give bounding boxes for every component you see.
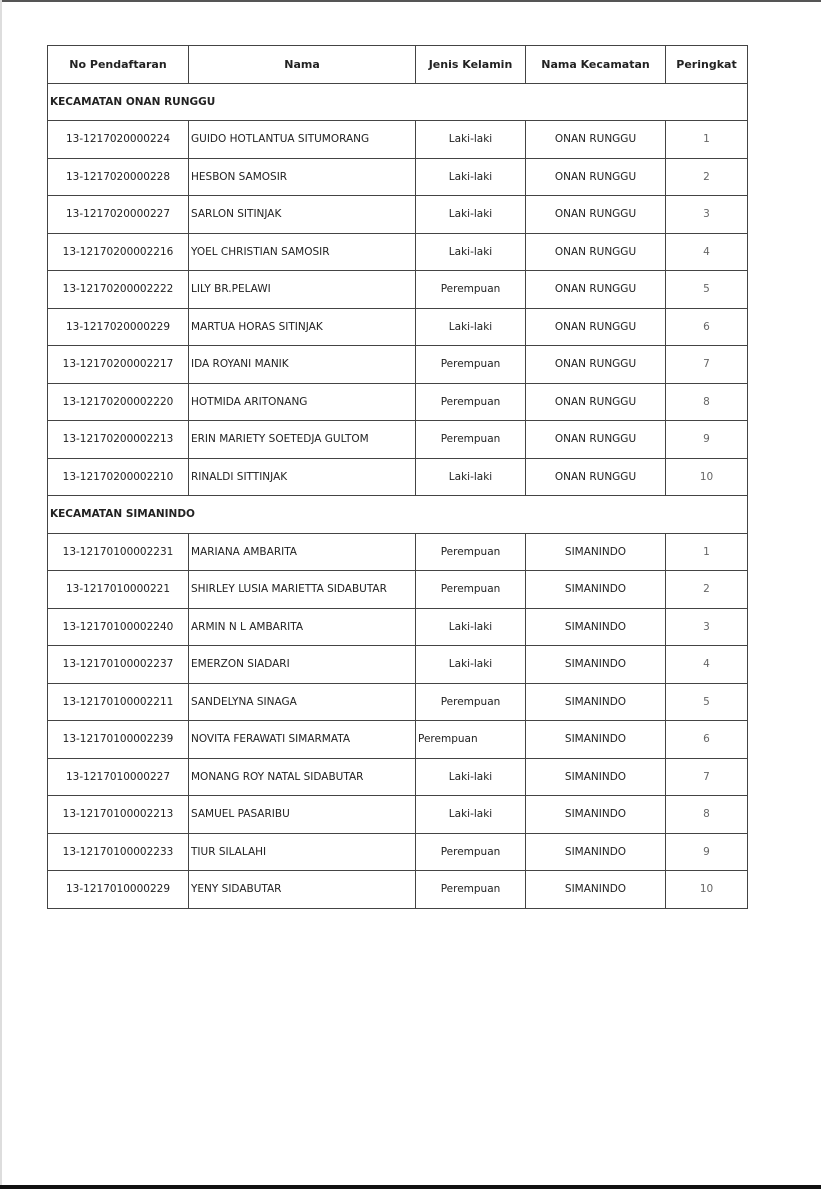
registration-table — [47, 45, 748, 909]
cell-peringkat: 7 — [666, 346, 748, 384]
cell-nama-kecamatan: ONAN RUNGGU — [526, 308, 666, 346]
cell-peringkat: 6 — [666, 308, 748, 346]
table-row — [48, 196, 748, 234]
cell-peringkat: 7 — [666, 758, 748, 796]
cell-nama-kecamatan: ONAN RUNGGU — [526, 458, 666, 496]
cell-jenis-kelamin: Perempuan — [416, 571, 526, 609]
table-row — [48, 533, 748, 571]
cell-no-pendaftaran: 13-1217020000224 — [48, 121, 189, 159]
cell-no-pendaftaran: 13-12170200002210 — [48, 458, 189, 496]
table-row — [48, 346, 748, 384]
table-row — [48, 458, 748, 496]
cell-peringkat: 2 — [666, 158, 748, 196]
cell-jenis-kelamin: Perempuan — [416, 683, 526, 721]
cell-nama: YENY SIDABUTAR — [189, 871, 416, 909]
cell-nama: ARMIN N L AMBARITA — [189, 608, 416, 646]
cell-jenis-kelamin: Laki-laki — [416, 646, 526, 684]
cell-nama: MARTUA HORAS SITINJAK — [189, 308, 416, 346]
cell-peringkat: 10 — [666, 871, 748, 909]
cell-peringkat: 10 — [666, 458, 748, 496]
cell-peringkat: 3 — [666, 196, 748, 234]
header-no-pendaftaran: No Pendaftaran — [48, 46, 189, 84]
cell-jenis-kelamin: Laki-laki — [416, 233, 526, 271]
table-row — [48, 421, 748, 459]
header-nama: Nama — [189, 46, 416, 84]
cell-peringkat: 5 — [666, 271, 748, 309]
table-row — [48, 121, 748, 159]
cell-no-pendaftaran: 13-1217010000221 — [48, 571, 189, 609]
table-row — [48, 683, 748, 721]
cell-nama: RINALDI SITTINJAK — [189, 458, 416, 496]
cell-no-pendaftaran: 13-1217020000227 — [48, 196, 189, 234]
table-row — [48, 608, 748, 646]
cell-jenis-kelamin: Laki-laki — [416, 796, 526, 834]
cell-nama-kecamatan: SIMANINDO — [526, 871, 666, 909]
cell-peringkat: 8 — [666, 796, 748, 834]
cell-no-pendaftaran: 13-12170200002213 — [48, 421, 189, 459]
cell-jenis-kelamin: Laki-laki — [416, 308, 526, 346]
cell-peringkat: 1 — [666, 533, 748, 571]
table-row — [48, 233, 748, 271]
cell-jenis-kelamin: Perempuan — [416, 833, 526, 871]
cell-nama-kecamatan: ONAN RUNGGU — [526, 158, 666, 196]
cell-nama: SHIRLEY LUSIA MARIETTA SIDABUTAR — [189, 571, 416, 609]
cell-no-pendaftaran: 13-12170200002220 — [48, 383, 189, 421]
table-row — [48, 571, 748, 609]
cell-no-pendaftaran: 13-12170100002239 — [48, 721, 189, 759]
cell-nama: SARLON SITINJAK — [189, 196, 416, 234]
cell-nama: YOEL CHRISTIAN SAMOSIR — [189, 233, 416, 271]
cell-nama-kecamatan: ONAN RUNGGU — [526, 196, 666, 234]
cell-nama-kecamatan: SIMANINDO — [526, 646, 666, 684]
cell-nama: SAMUEL PASARIBU — [189, 796, 416, 834]
cell-jenis-kelamin: Laki-laki — [416, 458, 526, 496]
cell-peringkat: 2 — [666, 571, 748, 609]
cell-nama-kecamatan: ONAN RUNGGU — [526, 271, 666, 309]
cell-jenis-kelamin: Perempuan — [416, 383, 526, 421]
cell-peringkat: 6 — [666, 721, 748, 759]
cell-no-pendaftaran: 13-12170100002237 — [48, 646, 189, 684]
cell-jenis-kelamin: Laki-laki — [416, 121, 526, 159]
table-row — [48, 271, 748, 309]
cell-nama: HESBON SAMOSIR — [189, 158, 416, 196]
cell-nama: MARIANA AMBARITA — [189, 533, 416, 571]
cell-nama: HOTMIDA ARITONANG — [189, 383, 416, 421]
cell-nama-kecamatan: SIMANINDO — [526, 758, 666, 796]
cell-nama-kecamatan: SIMANINDO — [526, 608, 666, 646]
cell-peringkat: 4 — [666, 646, 748, 684]
scan-edge-bottom — [0, 1185, 821, 1189]
cell-peringkat: 1 — [666, 121, 748, 159]
cell-nama-kecamatan: ONAN RUNGGU — [526, 121, 666, 159]
table-row — [48, 871, 748, 909]
cell-no-pendaftaran: 13-12170100002211 — [48, 683, 189, 721]
section-row — [48, 496, 748, 534]
header-row — [48, 46, 748, 84]
table-row — [48, 646, 748, 684]
cell-jenis-kelamin: Perempuan — [416, 533, 526, 571]
cell-jenis-kelamin: Laki-laki — [416, 608, 526, 646]
cell-nama-kecamatan: ONAN RUNGGU — [526, 421, 666, 459]
cell-nama-kecamatan: ONAN RUNGGU — [526, 233, 666, 271]
section-row — [48, 83, 748, 121]
header-peringkat: Peringkat — [666, 46, 748, 84]
table-row — [48, 758, 748, 796]
cell-no-pendaftaran: 13-12170200002222 — [48, 271, 189, 309]
cell-jenis-kelamin: Perempuan — [416, 721, 526, 759]
table-row — [48, 158, 748, 196]
cell-no-pendaftaran: 13-1217010000227 — [48, 758, 189, 796]
cell-nama: SANDELYNA SINAGA — [189, 683, 416, 721]
cell-nama: MONANG ROY NATAL SIDABUTAR — [189, 758, 416, 796]
cell-jenis-kelamin: Perempuan — [416, 346, 526, 384]
cell-no-pendaftaran: 13-12170100002240 — [48, 608, 189, 646]
cell-jenis-kelamin: Perempuan — [416, 421, 526, 459]
cell-nama: GUIDO HOTLANTUA SITUMORANG — [189, 121, 416, 159]
table-row — [48, 308, 748, 346]
scan-edge-left — [0, 0, 2, 1189]
scan-edge-top — [0, 0, 821, 2]
cell-nama-kecamatan: SIMANINDO — [526, 571, 666, 609]
cell-nama: ERIN MARIETY SOETEDJA GULTOM — [189, 421, 416, 459]
header-jenis-kelamin: Jenis Kelamin — [416, 46, 526, 84]
table-row — [48, 383, 748, 421]
cell-peringkat: 4 — [666, 233, 748, 271]
cell-peringkat: 9 — [666, 833, 748, 871]
cell-no-pendaftaran: 13-12170100002213 — [48, 796, 189, 834]
cell-nama-kecamatan: SIMANINDO — [526, 796, 666, 834]
table-body — [48, 83, 748, 908]
cell-nama-kecamatan: ONAN RUNGGU — [526, 383, 666, 421]
cell-jenis-kelamin: Perempuan — [416, 871, 526, 909]
cell-jenis-kelamin: Perempuan — [416, 271, 526, 309]
cell-peringkat: 3 — [666, 608, 748, 646]
cell-nama: EMERZON SIADARI — [189, 646, 416, 684]
cell-nama: TIUR SILALAHI — [189, 833, 416, 871]
table-row — [48, 833, 748, 871]
table-row — [48, 796, 748, 834]
cell-nama: IDA ROYANI MANIK — [189, 346, 416, 384]
cell-no-pendaftaran: 13-1217010000229 — [48, 871, 189, 909]
cell-nama: NOVITA FERAWATI SIMARMATA — [189, 721, 416, 759]
cell-no-pendaftaran: 13-12170200002216 — [48, 233, 189, 271]
cell-nama-kecamatan: ONAN RUNGGU — [526, 346, 666, 384]
cell-no-pendaftaran: 13-12170100002231 — [48, 533, 189, 571]
cell-jenis-kelamin: Laki-laki — [416, 196, 526, 234]
cell-nama-kecamatan: SIMANINDO — [526, 683, 666, 721]
cell-nama-kecamatan: SIMANINDO — [526, 533, 666, 571]
cell-nama-kecamatan: SIMANINDO — [526, 721, 666, 759]
section-title: KECAMATAN SIMANINDO — [48, 496, 748, 534]
cell-jenis-kelamin: Laki-laki — [416, 758, 526, 796]
cell-peringkat: 8 — [666, 383, 748, 421]
cell-peringkat: 5 — [666, 683, 748, 721]
cell-nama-kecamatan: SIMANINDO — [526, 833, 666, 871]
table-row — [48, 721, 748, 759]
cell-no-pendaftaran: 13-1217020000229 — [48, 308, 189, 346]
cell-peringkat: 9 — [666, 421, 748, 459]
cell-nama: LILY BR.PELAWI — [189, 271, 416, 309]
header-nama-kecamatan: Nama Kecamatan — [526, 46, 666, 84]
cell-no-pendaftaran: 13-12170100002233 — [48, 833, 189, 871]
section-title: KECAMATAN ONAN RUNGGU — [48, 83, 748, 121]
cell-no-pendaftaran: 13-1217020000228 — [48, 158, 189, 196]
cell-jenis-kelamin: Laki-laki — [416, 158, 526, 196]
cell-no-pendaftaran: 13-12170200002217 — [48, 346, 189, 384]
